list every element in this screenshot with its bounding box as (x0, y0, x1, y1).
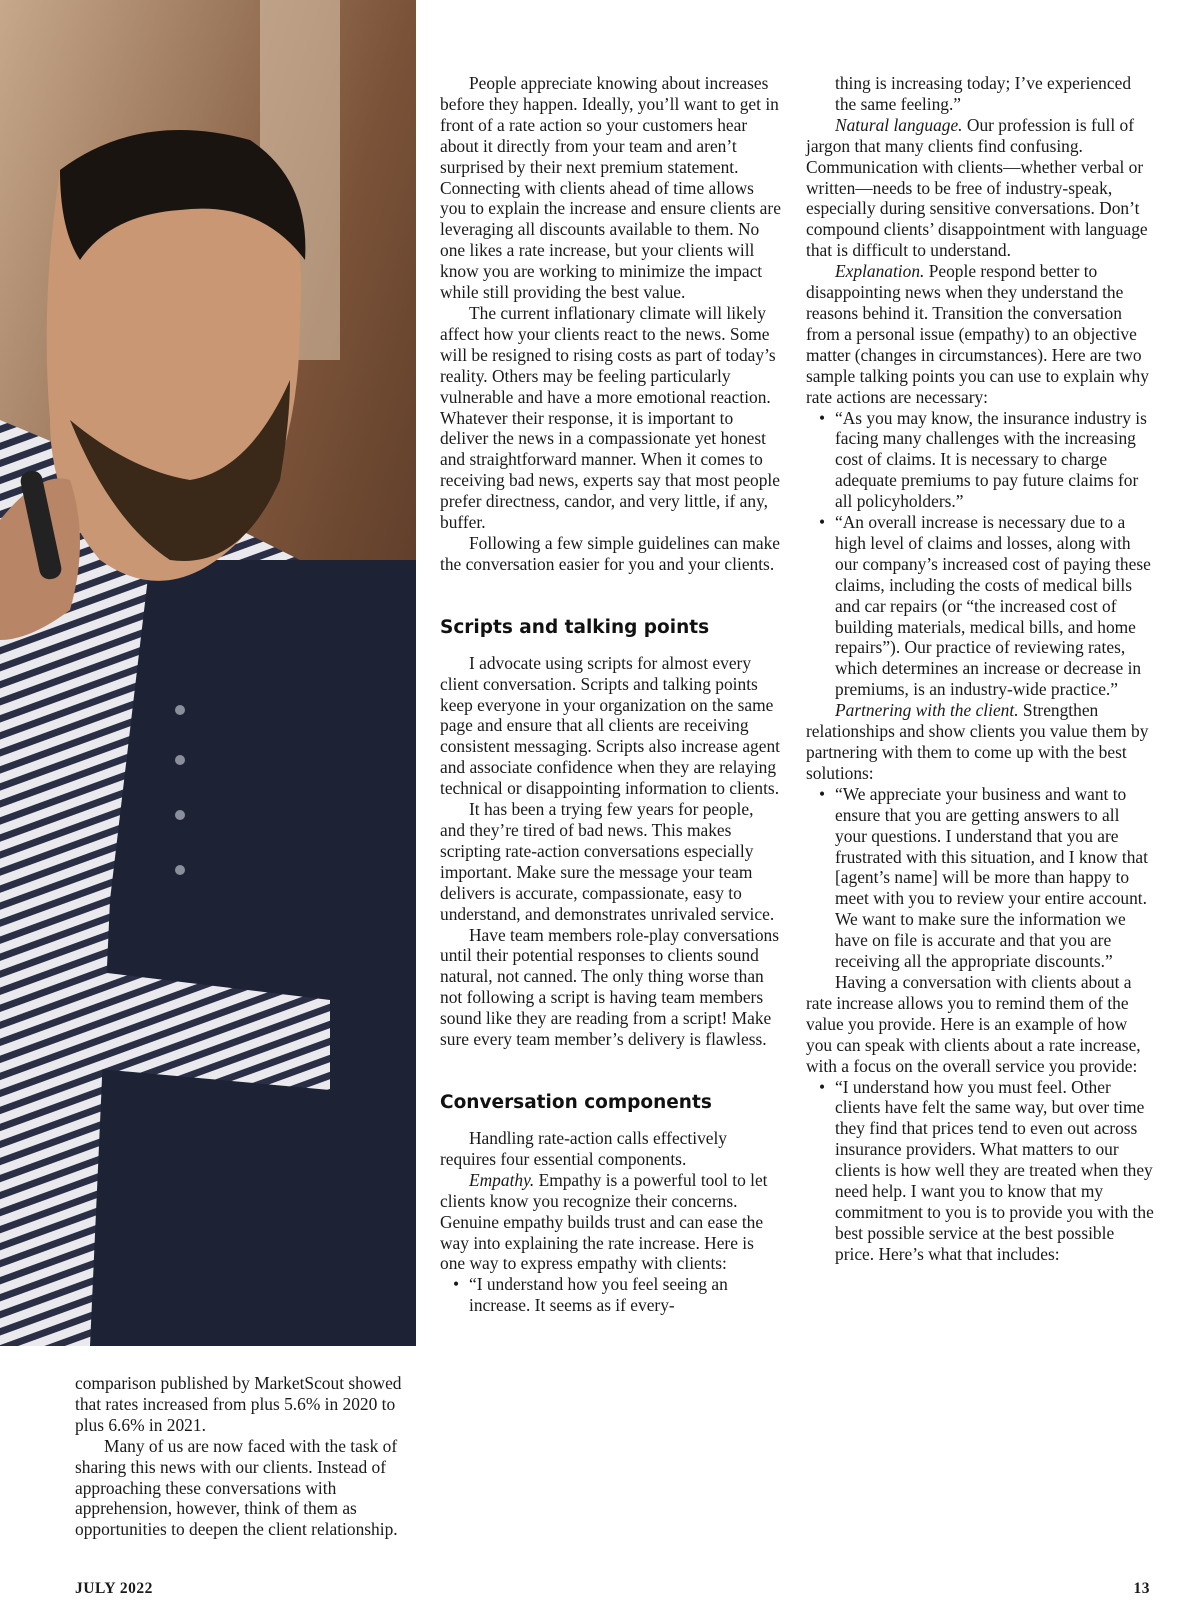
paragraph: The current inflationary climate will likely affect how your clients react to the news. Some will be resigned to rising costs as part of today’s reality. Others may be feeling particularly vulnerable and have a more emotional reaction. Whatever their response, it is important to deliver the news in a compassionate yet honest and straightforward manner. When it comes to receiving bad news, experts say that most people prefer directness, candor, and very little, if any, buffer. (440, 302, 780, 533)
run-in-label: Explanation. (835, 261, 925, 282)
bullet-list (806, 73, 1154, 115)
paragraph: Following a few simple guidelines can make the conversation easier for you and your clients. (440, 532, 781, 574)
paragraph: comparison published by MarketScout showed that rates increased from plus 5.6% in 2020 to plus 6.6% in 2021. (75, 1373, 402, 1435)
section-heading-components: Conversation components (440, 1091, 712, 1113)
paragraph (806, 700, 1154, 784)
section-heading-scripts: Scripts and talking points (440, 616, 710, 638)
paragraph (806, 261, 1154, 407)
run-in-label: Partnering with the client. (835, 700, 1019, 721)
paragraph: Handling rate-action calls effectively requires four essential components. (440, 1127, 728, 1169)
paragraph: It has been a trying few years for people, and they’re tired of bad news. This makes scripting rate-action conversations especially important. Make sure the message your team delivers is accurate, compassionate, easy to understand, and demonstrates unrivaled service. (440, 799, 775, 924)
column-3 (806, 73, 1154, 1265)
paragraph-text: People respond better to disappointing news when they understand the reasons behind it. Transition the conversation from a personal issue (empathy) to an objective matter (changes in circumstances). Here are two sample talking points you can use to explain why rate actions are necessary: (806, 261, 1149, 407)
page-number: 13 (1133, 1580, 1150, 1597)
list-item: • “I understand how you feel seeing an increase. It seems as if every- (469, 1274, 782, 1316)
bullet-list (440, 1274, 782, 1316)
list-item: • “We appreciate your business and want to ensure that you are getting answers to all your questions. I understand that you are frustrated with this situation, and I know that [agent’s name] will be more than happy to meet with you to review your entire account. We want to make sure the information we have on file is accurate and that you are receiving all the appropriate discounts.” (835, 784, 1154, 972)
list-item: • “An overall increase is necessary due to a high level of claims and losses, along with our company’s increased cost of paying these claims, including the costs of medical bills and car repairs (or “the increased cost of building materials, medical bills, and home repairs”). Our practice of reviewing rates, which determines an increase or decrease in premiums, is an industry-wide practice.” (835, 512, 1154, 700)
bullet-list (806, 408, 1154, 701)
bullet-list (806, 784, 1154, 972)
run-in-label: Natural language. (835, 114, 963, 135)
paragraph: I advocate using scripts for almost every client conversation. Scripts and talking points keep everyone in your organization on the same page and ensure that all clients are receiving consistent messaging. Scripts also increase agent and associate confidence when they are relaying technical or disappointing information to clients. (440, 652, 781, 799)
list-item: • “I understand how you must feel. Other clients have felt the same way, but over time they find that prices tend to even out across insurance providers. What matters to our clients is how well they are treated when they need help. I want you to know that my commitment to you is to provide you with the best possible service at the best possible price. Here’s what that includes: (835, 1077, 1154, 1265)
paragraph: Having a conversation with clients about a rate increase allows you to remind them of the value you provide. Here is an example of how you can speak with clients about a rate increase, with a focus on the overall service you provide: (806, 971, 1141, 1076)
list-item-continued: thing is increasing today; I’ve experienced the same feeling.” (835, 73, 1132, 114)
issue-date: JULY 2022 (75, 1580, 153, 1597)
column-1 (75, 1373, 413, 1540)
paragraph (440, 1170, 782, 1275)
paragraph-text: Strengthen relationships and show clients you value them by partnering with them to come up with the best solutions: (806, 700, 1149, 783)
paragraph-text: Our profession is full of jargon that many clients find confusing. Communication with clients—whether verbal or written—needs to be free of industry-speak, especially during sensitive conversations. Don’t compound clients’ disappointment with language that is difficult to understand. (806, 114, 1148, 261)
run-in-label: Empathy. (469, 1169, 535, 1190)
paragraph: Have team members role-play conversations until their potential responses to clients sound natural, not canned. The only thing worse than not following a script is having team members sound like they are reading from a script! Make sure every team member’s delivery is flawless. (440, 924, 780, 1050)
paragraph: People appreciate knowing about increases before they happen. Ideally, you’ll want to get in front of a rate action so your customers hear about it directly from your team and aren’t surprised by their next premium statement. Connecting with clients ahead of time allows you to explain the increase and ensure clients are leveraging all discounts available to them. No one likes a rate increase, but your clients will know you are working to minimize the impact while still providing the best value. (440, 73, 781, 303)
paragraph-text: Empathy is a powerful tool to let clients know you recognize their concerns. Genuine empathy builds trust and can ease the way into explaining the rate increase. Here is one way to express empathy with clients: (440, 1169, 768, 1274)
bullet-list (806, 1077, 1154, 1265)
column-2 (440, 73, 782, 1316)
list-item: • “As you may know, the insurance industry is facing many challenges with the increasing cost of claims. It is necessary to charge adequate premiums to pay future claims for all policyholders.” (835, 408, 1154, 513)
paragraph (806, 115, 1154, 261)
paragraph: Many of us are now faced with the task of sharing this news with our clients. Instead of approaching these conversations with apprehension, however, think of them as opportunities to deepen the client relationship. (75, 1435, 398, 1540)
man-on-phone-photo (0, 0, 416, 1346)
